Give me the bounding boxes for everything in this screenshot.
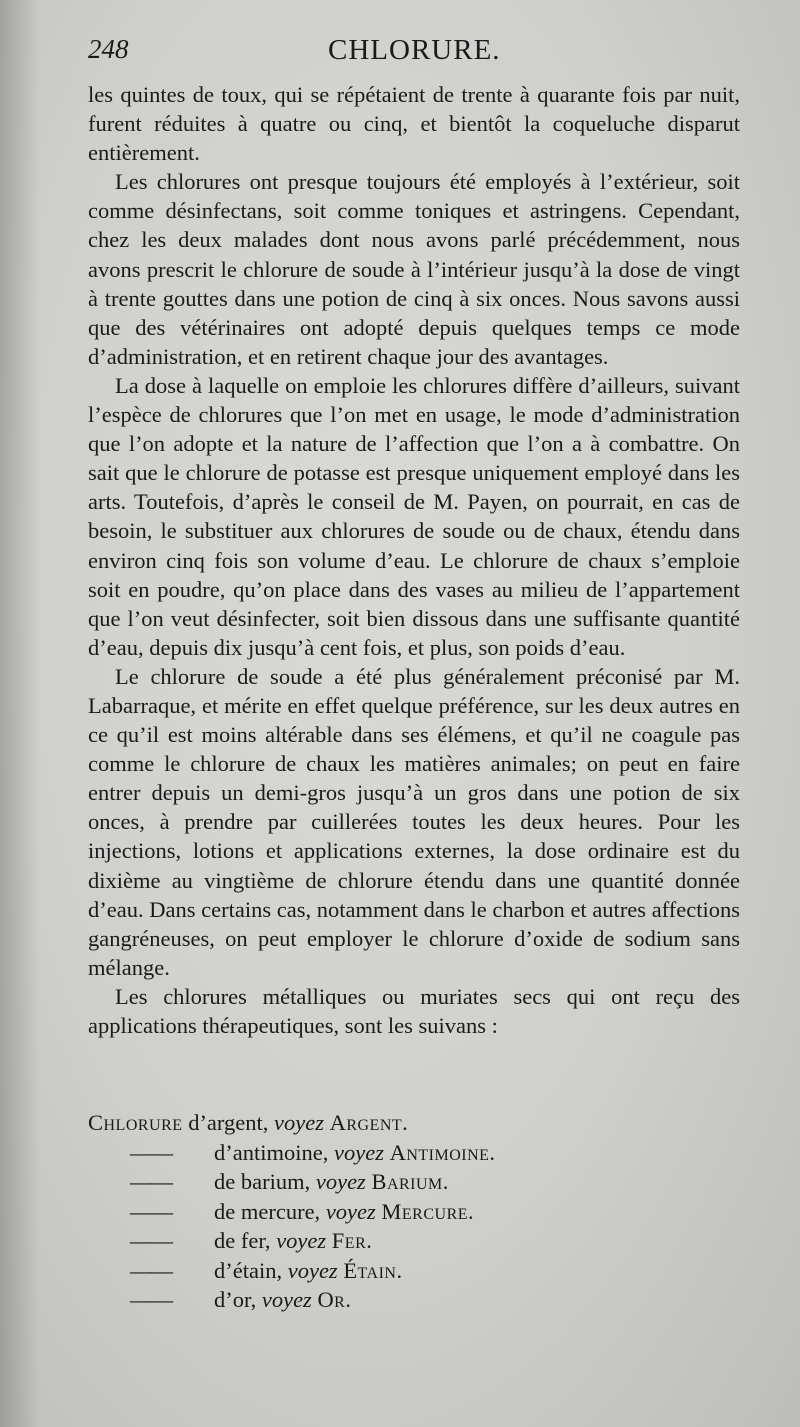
list-item-text: de fer, [214, 1228, 271, 1253]
list-item [112, 1167, 732, 1197]
ditto-dash: —— [130, 1198, 171, 1224]
list-item [112, 1256, 732, 1286]
ditto-dash: —— [130, 1139, 171, 1165]
list-item-ref: Antimoine. [389, 1139, 496, 1165]
ditto-dash: —— [130, 1169, 171, 1194]
page-gutter-shadow [0, 0, 40, 1427]
list-item-ref: Mercure. [381, 1198, 475, 1224]
list-item-see: voyez [261, 1287, 312, 1312]
list-item [112, 1138, 732, 1168]
ditto-dash: —— [130, 1257, 171, 1283]
list-item [112, 1197, 732, 1227]
body-text [88, 80, 740, 1040]
paragraph: Les chlorures métalliques ou muriates secs qui ont reçu des applications thérapeutiques, sont les suivans : [88, 983, 740, 1038]
list-item-see: voyez [287, 1257, 338, 1283]
list-item-text: de mercure, [214, 1198, 321, 1224]
list-item-text: d’argent, [188, 1110, 269, 1135]
list-item-see: voyez [274, 1110, 324, 1135]
paragraph: Le chlorure de soude a été plus généralement préconisé par M. Labarraque, et mérite en effet quelque préférence, sur les deux autres en ce qu’il est moins altérable dans ses élémens, et qu’il ne coagule pas comme le chlorure de chaux les matières animales; on peut en faire entrer depuis un demi-gros jusqu’à un gros dans une potion de six onces, à prendre par cuillerées toutes les deux heures. Pour les injections, lotions et applications externes, la dose ordinaire est du dixième au vingtième de chlorure étendu dans une quantité donnée d’eau. Dans certains cas, notamment dans le charbon et autres affections gangréneuses, on peut employer le chlorure d’oxide de sodium sans mélange. [88, 663, 740, 980]
list-item-ref: Or. [317, 1287, 352, 1312]
chlorure-list [88, 1108, 732, 1315]
list-item-see: voyez [276, 1228, 327, 1253]
list-item-text: de barium, [214, 1169, 311, 1194]
list-item-ref: Étain. [343, 1257, 403, 1283]
list-item-ref: Fer. [331, 1228, 373, 1253]
list-item-ref: Argent. [329, 1110, 409, 1135]
list-item-see: voyez [325, 1198, 376, 1224]
list-item-see: voyez [315, 1169, 366, 1194]
list-item-see: voyez [333, 1139, 384, 1165]
ditto-dash: —— [130, 1228, 171, 1253]
paragraph: Les chlorures ont presque toujours été employés à l’extérieur, soit comme désinfectans, soit comme toniques et astringens. Cependant, chez les deux malades dont nous avons parlé précédemment, nous avons prescrit le chlorure de soude à l’intérieur jusqu’à la dose de vingt à trente gouttes dans une potion de cinq à six onces. Nous savons aussi que des vétérinaires ont adopté depuis quelques temps ce mode d’administration, et en retirent chaque jour des avantages. [88, 169, 740, 369]
list-item [112, 1285, 732, 1315]
page-number: 248 [88, 34, 129, 64]
list-head-word: Chlorure [88, 1110, 183, 1135]
running-title: CHLORURE. [328, 34, 501, 66]
list-item-text: d’or, [214, 1287, 257, 1312]
list-item-text: d’étain, [214, 1257, 283, 1283]
ditto-dash: —— [130, 1287, 171, 1312]
paragraph: La dose à laquelle on emploie les chlorures diffère d’ailleurs, suivant l’espèce de chlorures que l’on met en usage, le mode d’administration que l’on adopte et la nature de l’affection que l’on a à combattre. On sait que le chlorure de potasse est presque uniquement employé dans les arts. Toutefois, d’après le conseil de M. Payen, on pourrait, en cas de besoin, le substituer aux chlorures de soude ou de chaux, étendu dans environ cinq fois son volume d’eau. Le chlorure de chaux s’emploie soit en poudre, qu’on place dans des vases au milieu de l’appartement que l’on veut désinfecter, soit bien dissous dans une suffisante quantité d’eau, depuis dix jusqu’à cent fois, et plus, son poids d’eau. [88, 372, 740, 660]
page-header [88, 34, 740, 74]
list-item-text: d’antimoine, [214, 1139, 329, 1165]
paragraph: les quintes de toux, qui se répétaient de trente à quarante fois par nuit, furent réduites à quatre ou cinq, et bientôt la coqueluche disparut entièrement. [88, 82, 740, 166]
list-item-ref: Barium. [371, 1169, 449, 1194]
list-item [88, 1108, 708, 1138]
list-item [112, 1226, 732, 1256]
